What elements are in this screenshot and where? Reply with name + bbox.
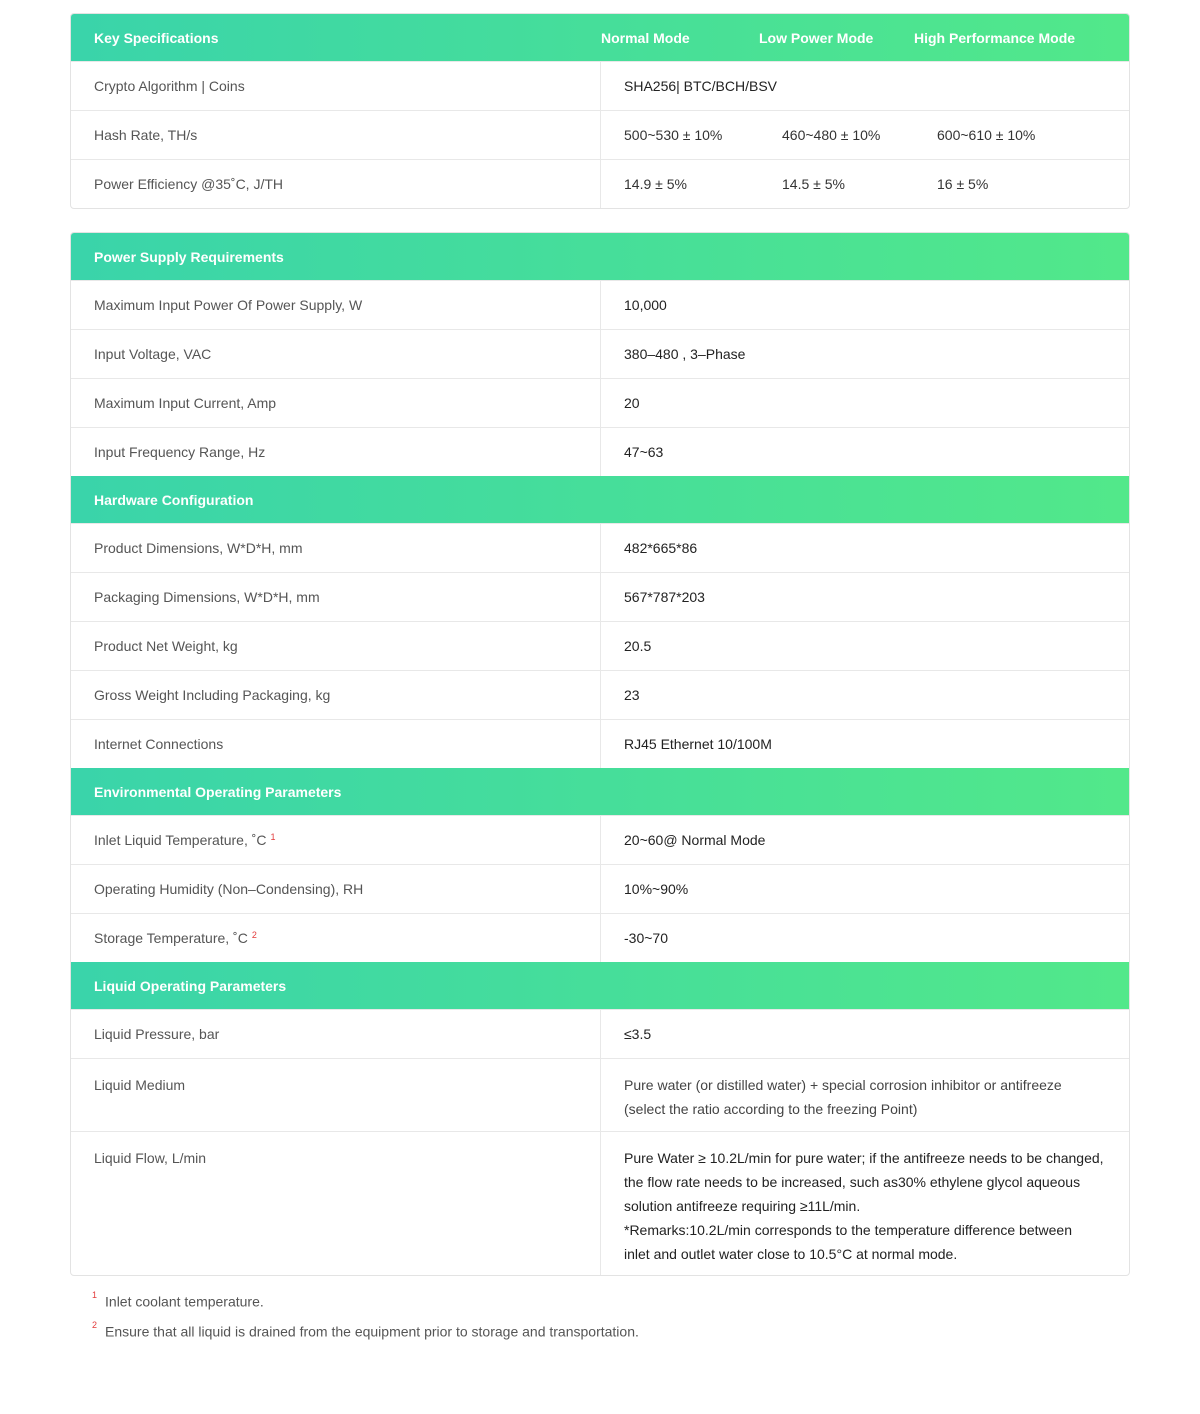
- row-value: ≤3.5: [624, 1026, 652, 1042]
- row-label: [71, 914, 601, 962]
- row-value: 47~63: [624, 444, 664, 460]
- specs-card: [70, 232, 1130, 1276]
- row-value: 23: [624, 687, 640, 703]
- value-normal: 500~530 ± 10%: [624, 127, 723, 143]
- key-specs-header: [71, 14, 1129, 61]
- row-value: [601, 1132, 1129, 1275]
- footnote-mark: 1: [92, 1290, 98, 1300]
- row-label: Maximum Input Power Of Power Supply, W: [71, 281, 601, 329]
- value-low: 14.5 ± 5%: [782, 176, 845, 192]
- value-high: 16 ± 5%: [937, 176, 989, 192]
- table-row: [71, 719, 1129, 768]
- specs-table: [70, 232, 1130, 1276]
- value-line: inlet and outlet water close to 10.5°C at normal mode.: [624, 1246, 958, 1262]
- row-label: Product Net Weight, kg: [71, 622, 601, 670]
- table-row: [71, 427, 1129, 476]
- footnote-text: Inlet coolant temperature.: [105, 1293, 264, 1310]
- footnote: [92, 1317, 639, 1347]
- section-title: Liquid Operating Parameters: [94, 977, 287, 994]
- header-high-performance-mode: High Performance Mode: [914, 29, 1076, 46]
- footnote-mark: 2: [92, 1320, 98, 1330]
- value-line: Pure water (or distilled water) + special corrosion inhibitor or antifreeze: [624, 1077, 1062, 1093]
- section-header-power: [71, 233, 1129, 280]
- footnotes: [92, 1287, 639, 1347]
- footnote-text: Ensure that all liquid is drained from the equipment prior to storage and transportation.: [105, 1323, 639, 1340]
- row-label: Liquid Pressure, bar: [71, 1010, 601, 1058]
- row-values: [601, 111, 1129, 159]
- row-label: Power Efficiency @35˚C, J/TH: [71, 160, 601, 208]
- section-header-hardware: [71, 476, 1129, 523]
- section-header-liquid: [71, 962, 1129, 1009]
- row-value: 567*787*203: [624, 589, 705, 605]
- table-row: [71, 670, 1129, 719]
- table-row: [71, 110, 1129, 159]
- header-title: Key Specifications: [94, 29, 219, 46]
- row-label: Liquid Flow, L/min: [71, 1132, 601, 1275]
- header-normal-mode: Normal Mode: [601, 29, 690, 46]
- row-values: [601, 160, 1129, 208]
- table-row: [71, 1058, 1129, 1131]
- value-line: solution antifreeze requiring ≥11L/min.: [624, 1198, 861, 1214]
- value-line: the flow rate needs to be increased, such as30% ethylene glycol aqueous: [624, 1174, 1081, 1190]
- value-line: *Remarks:10.2L/min corresponds to the temperature difference between: [624, 1222, 1072, 1238]
- row-label: Product Dimensions, W*D*H, mm: [71, 524, 601, 572]
- footnote: [92, 1287, 639, 1317]
- footnote-marker: 1: [270, 832, 276, 842]
- row-value: [601, 1059, 1129, 1131]
- row-value: -30~70: [624, 930, 668, 946]
- value-low: 460~480 ± 10%: [782, 127, 881, 143]
- table-row: [71, 329, 1129, 378]
- row-label: Internet Connections: [71, 720, 601, 768]
- section-title: Environmental Operating Parameters: [94, 783, 342, 800]
- table-row: [71, 61, 1129, 110]
- footnote-marker: 2: [251, 930, 257, 940]
- table-row: [71, 280, 1129, 329]
- row-value: 10%~90%: [624, 881, 689, 897]
- row-value: SHA256| BTC/BCH/BSV: [624, 78, 778, 94]
- section-header-environment: [71, 768, 1129, 815]
- table-row: [71, 523, 1129, 572]
- table-row: [71, 1131, 1129, 1275]
- row-label: Maximum Input Current, Amp: [71, 379, 601, 427]
- row-label-text: Storage Temperature, ˚C: [94, 930, 248, 946]
- row-label-text: Inlet Liquid Temperature, ˚C: [94, 832, 267, 848]
- row-label: Gross Weight Including Packaging, kg: [71, 671, 601, 719]
- table-row: [71, 378, 1129, 427]
- row-value: 10,000: [624, 297, 667, 313]
- row-label: Input Voltage, VAC: [71, 330, 601, 378]
- table-row: [71, 913, 1129, 962]
- row-value: 380–480 , 3–Phase: [624, 346, 746, 362]
- row-label: Input Frequency Range, Hz: [71, 428, 601, 476]
- value-high: 600~610 ± 10%: [937, 127, 1036, 143]
- row-label: Crypto Algorithm | Coins: [71, 62, 601, 110]
- section-title: Power Supply Requirements: [94, 248, 284, 265]
- value-normal: 14.9 ± 5%: [624, 176, 687, 192]
- row-value: RJ45 Ethernet 10/100M: [624, 736, 772, 752]
- table-row: [71, 572, 1129, 621]
- table-row: [71, 864, 1129, 913]
- row-value: 20: [624, 395, 640, 411]
- key-specs-card: [70, 13, 1130, 209]
- table-row: [71, 621, 1129, 670]
- header-low-power-mode: Low Power Mode: [759, 29, 874, 46]
- row-label: Packaging Dimensions, W*D*H, mm: [71, 573, 601, 621]
- row-value: 20~60@ Normal Mode: [624, 832, 766, 848]
- table-row: [71, 159, 1129, 208]
- table-row: [71, 1009, 1129, 1058]
- row-label: Operating Humidity (Non–Condensing), RH: [71, 865, 601, 913]
- value-line: Pure Water ≥ 10.2L/min for pure water; if the antifreeze needs to be changed,: [624, 1150, 1104, 1166]
- value-line: (select the ratio according to the freezing Point): [624, 1101, 918, 1117]
- row-value: 20.5: [624, 638, 652, 654]
- row-value: 482*665*86: [624, 540, 698, 556]
- row-label: [71, 816, 601, 864]
- row-label: Hash Rate, TH/s: [71, 111, 601, 159]
- row-label: Liquid Medium: [71, 1059, 601, 1131]
- section-title: Hardware Configuration: [94, 491, 254, 508]
- key-specs-table: [70, 13, 1130, 209]
- table-row: [71, 815, 1129, 864]
